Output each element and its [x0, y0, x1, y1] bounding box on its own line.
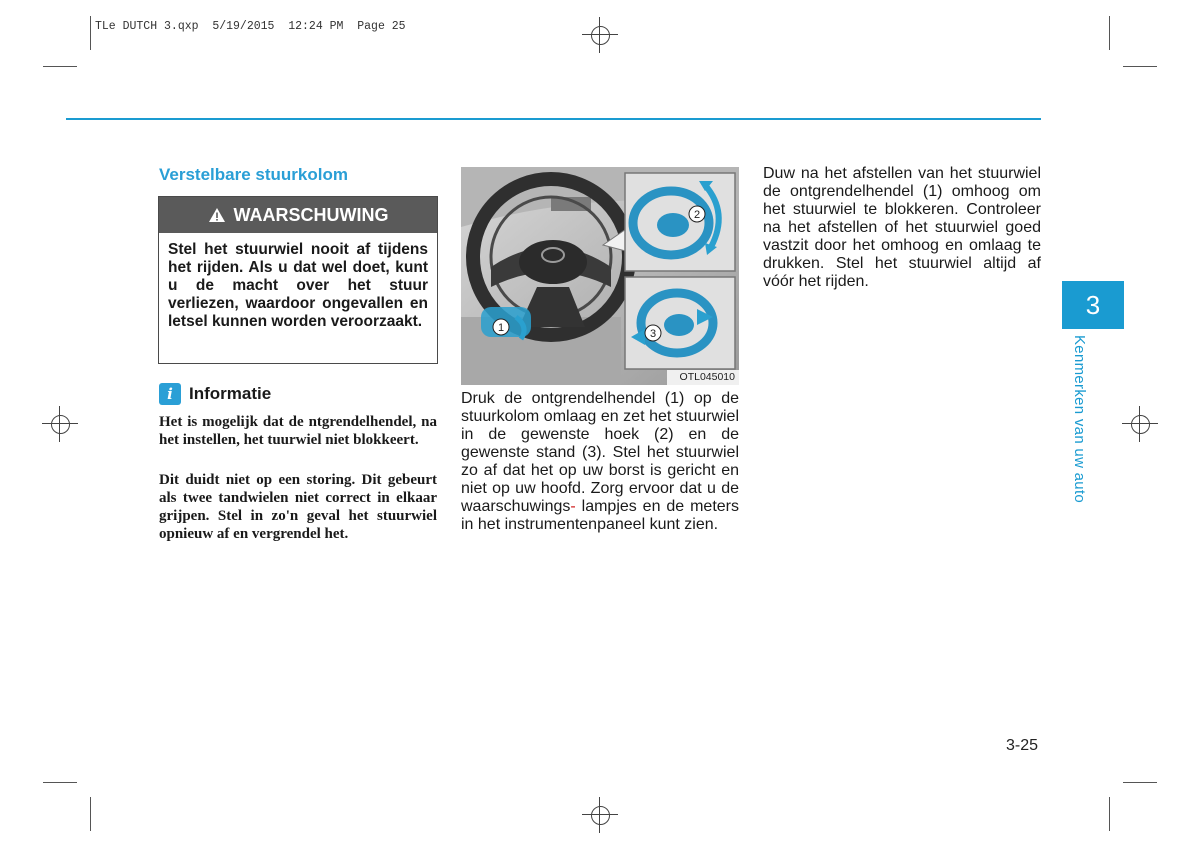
header-rule: [66, 118, 1041, 120]
chapter-title: Kenmerken van uw auto: [1071, 335, 1088, 504]
callout-2: 2: [693, 209, 701, 221]
warning-header: [159, 197, 437, 233]
crop-mark: [1123, 782, 1157, 783]
section-title: Verstelbare stuurkolom: [159, 165, 348, 184]
registration-mark: [42, 406, 78, 442]
callout-1: 1: [497, 322, 505, 334]
middle-text-part-a: Druk de ontgrendelhendel (1) op de stuurkolom omlaag en zet het stuurwiel in de gewenste hoek (2) en de gewenste stand (3). Stel het stuurwiel zo af dat het op uw borst is gericht en niet op uw hoofd. Zorg ervoor dat u de waarschuwings: [461, 390, 739, 515]
info-paragraph: Dit duidt niet op een storing. Dit gebeurt als twee tandwielen niet correct in elkaar grijpen. Stel in zo'n geval het stuurwiel opnieuw af en vergrendel het.: [159, 472, 437, 542]
steering-wheel-figure: [461, 167, 739, 385]
figure-code: OTL045010: [679, 371, 735, 383]
warning-triangle-icon: [208, 207, 226, 223]
crop-mark: [43, 782, 77, 783]
chapter-number-tab: 3: [1062, 281, 1124, 329]
hyphen-mark: -: [570, 498, 576, 515]
crop-mark: [1123, 66, 1157, 67]
warning-heading: WAARSCHUWING: [233, 204, 389, 225]
warning-box: [158, 196, 438, 364]
crop-mark: [43, 66, 77, 67]
crop-mark: [90, 797, 91, 831]
right-body-text: Duw na het afstellen van het stuurwiel de ontgrendelhendel (1) omhoog om het stuurwiel te blokkeren. Controleer na het afstellen of het stuurwiel goed vastzit door het omhoog en omlaag te drukken. Stel het stuurwiel altijd af vóór het rijden.: [763, 165, 1041, 290]
registration-mark: [1122, 406, 1158, 442]
page-number: 3-25: [1006, 737, 1039, 754]
info-title: [159, 383, 271, 405]
info-paragraph: Het is mogelijk dat de ntgrendelhendel, na het instellen, het tuurwiel niet blokkeert.: [159, 414, 437, 448]
info-heading: Informatie: [189, 384, 272, 403]
crop-mark: [90, 16, 91, 50]
info-icon: i: [159, 383, 181, 405]
crop-mark: [1109, 797, 1110, 831]
registration-mark: [582, 797, 618, 833]
crop-mark: [1109, 16, 1110, 50]
registration-mark: [582, 17, 618, 53]
middle-body-text: [461, 390, 739, 534]
callout-3: 3: [649, 328, 657, 340]
steering-wheel-illustration: [461, 167, 739, 385]
warning-text: Stel het stuurwiel nooit af tijdens het rijden. Als u dat wel doet, kunt u de macht over het stuur verliezen, waardoor ongevallen en letsel kunnen worden veroorzaakt.: [168, 241, 428, 330]
middle-text-part-b: lampjes en de meters in het instrumentenpaneel kunt zien.: [461, 498, 739, 533]
print-header: TLe DUTCH 3.qxp 5/19/2015 12:24 PM Page 25: [95, 20, 406, 33]
